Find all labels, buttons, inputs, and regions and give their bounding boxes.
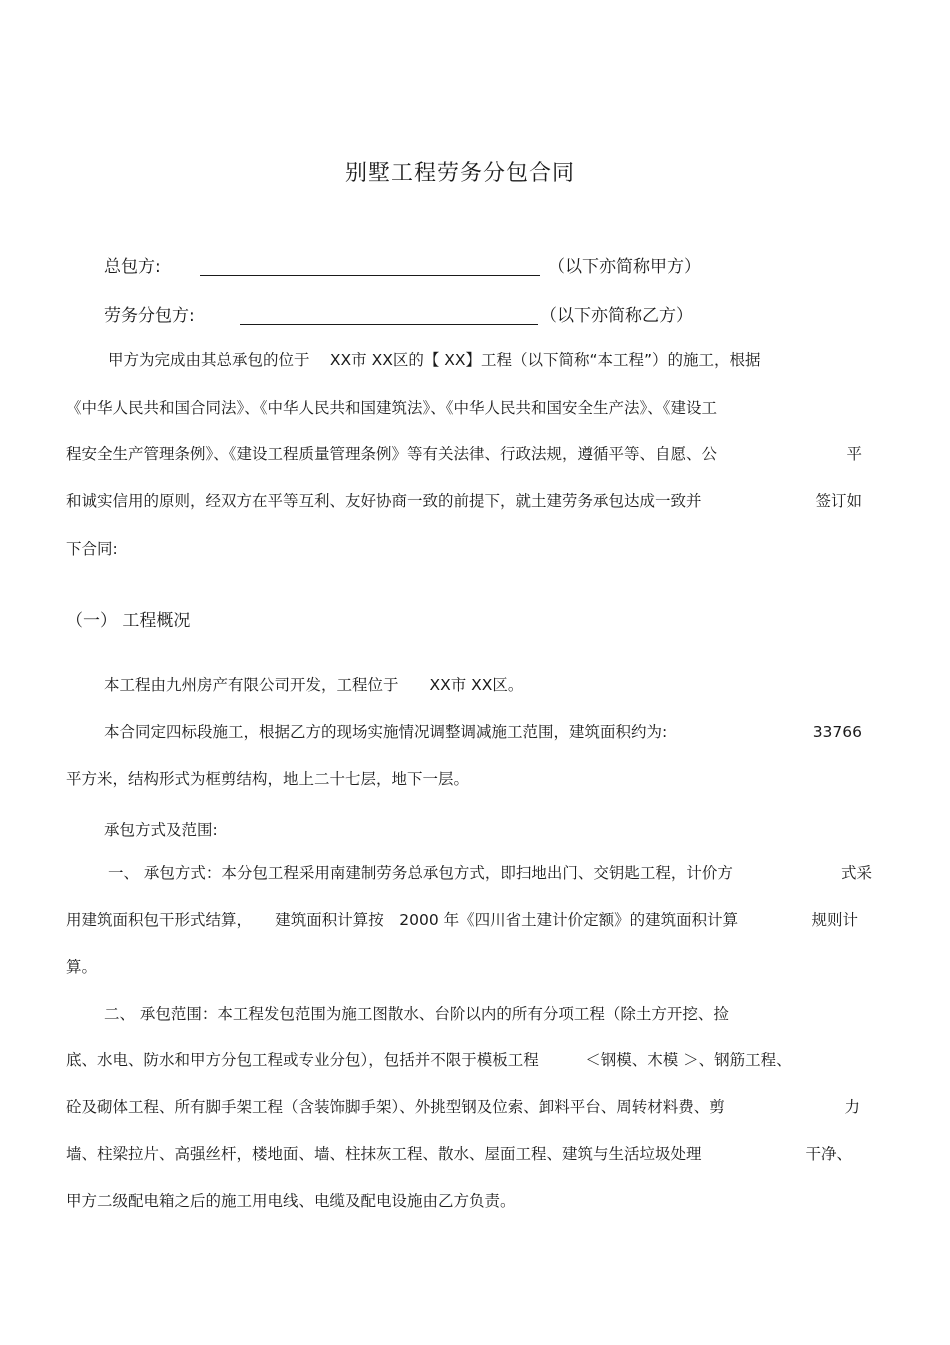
preamble-line-3-text: 程安全生产管理条例》、《建设工程质量管理条例》等有关法律、行政法规，遵循平等、自愿、公 [66,445,718,463]
item-1-line-2 [66,910,858,930]
subcontractor-suffix: （以下亦简称乙方） [540,306,693,326]
item-2-line-2: 底、水电、防水和甲方分包工程或专业分包），包括并不限于模板工程 ＜钢模、木模 ＞、钢筋工程、 [66,1051,792,1069]
general-contractor-suffix: （以下亦简称甲方） [548,257,701,277]
project-area-line-2: 平方米，结构形式为框剪结构，地上二十七层，地下一层。 [66,770,470,788]
project-area-value: 33766 [812,723,862,741]
subcontractor-blank[interactable] [240,324,538,325]
item-2-line-4-text: 墙、柱梁拉片、高强丝杆，楼地面、墙、柱抹灰工程、散水、屋面工程、建筑与生活垃圾处理 [66,1145,702,1163]
item-1-line-2-tail: 规则计 [811,911,858,929]
item-2-line-3-tail: 力 [844,1098,860,1116]
preamble-line-4 [66,491,862,511]
item-2-line-5: 甲方二级配电箱之后的施工用电线、电缆及配电设施由乙方负责。 [66,1192,516,1210]
item-1-line-1 [108,863,872,883]
item-2-line-4 [66,1144,852,1164]
preamble-line-4-tail: 签订如 [815,492,862,510]
preamble-line-2: 《中华人民共和国合同法》、《中华人民共和国建筑法》、《中华人民共和国安全生产法》、《建设工 [66,399,718,417]
section-1-heading: （一） 工程概况 [66,611,191,631]
project-area-line-1 [104,722,862,742]
document-title: 别墅工程劳务分包合同 [344,161,575,186]
general-contractor-label: 总包方: [104,257,161,277]
project-developer-paragraph: 本工程由九州房产有限公司开发，工程位于 XX市 XX区。 [104,676,524,694]
item-1-line-2-text: 用建筑面积包干形式结算， 建筑面积计算按 2000 年《四川省土建计价定额》的建筑面积计算 [66,911,739,929]
project-area-text: 本合同定四标段施工，根据乙方的现场实施情况调整调减施工范围，建筑面积约为: [104,723,668,741]
item-1-line-3: 算。 [66,958,98,976]
item-2-line-3 [66,1097,860,1117]
preamble-line-4-text: 和诚实信用的原则，经双方在平等互利、友好协商一致的前提下，就土建劳务承包达成一致并 [66,492,702,510]
item-2-line-1: 二、 承包范围：本工程发包范围为施工图散水、台阶以内的所有分项工程（除土方开挖、捡 [104,1005,729,1023]
item-2-line-4-tail: 干净、 [805,1145,852,1163]
subcontractor-label: 劳务分包方: [104,306,195,326]
item-1-line-1-tail: 式采 [840,864,872,882]
scope-label: 承包方式及范围: [104,821,218,839]
item-2-line-3-text: 砼及砌体工程、所有脚手架工程（含装饰脚手架）、外挑型钢及位索、卸料平台、周转材料费、剪 [66,1098,725,1116]
preamble-line-5: 下合同: [66,540,118,558]
preamble-line-1: 甲方为完成由其总承包的位于 XX市 XX区的【 XX】工程（以下简称“本工程”）的施工，根据 [108,351,761,369]
item-1-line-1-text: 一、 承包方式：本分包工程采用南建制劳务总承包方式，即扫地出门、交钥匙工程，计价方 [108,864,733,882]
preamble-line-3 [66,444,862,464]
preamble-line-3-tail: 平 [846,445,862,463]
general-contractor-blank[interactable] [200,275,540,276]
